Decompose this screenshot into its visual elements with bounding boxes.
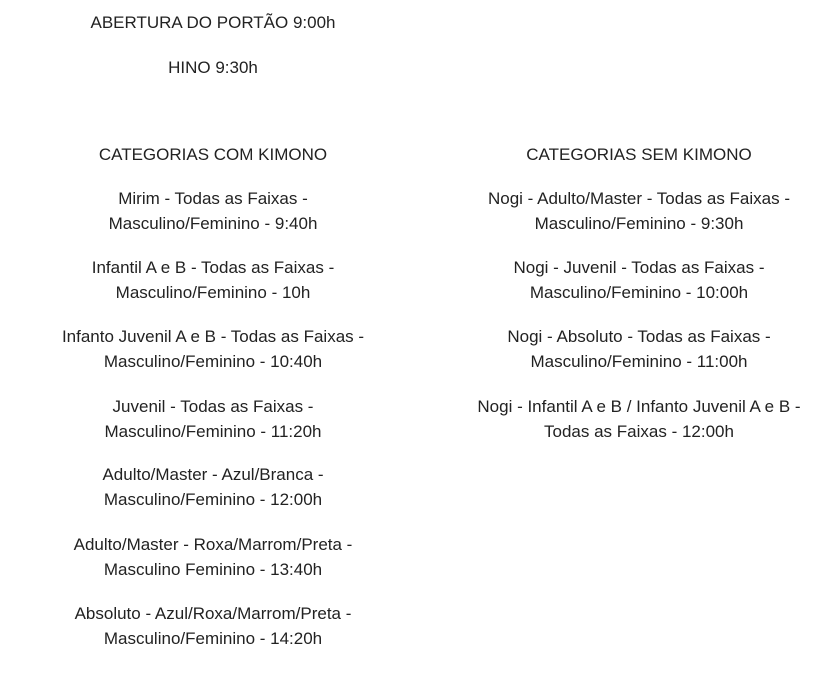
entry-line-1: Adulto/Master - Azul/Branca - xyxy=(102,465,324,484)
nogi-entry-adulto-master xyxy=(451,186,827,236)
gate-opening-time xyxy=(0,10,426,35)
nogi-entry-absoluto xyxy=(451,324,827,374)
entry-line-2: Masculino/Feminino - 14:20h xyxy=(103,629,323,648)
anthem-text: HINO 9:30h xyxy=(168,58,258,77)
entry-line-2: Masculino/Feminino - 12:00h xyxy=(103,490,323,509)
entry-line-1: Adulto/Master - Roxa/Marrom/Preta - xyxy=(73,535,353,554)
entry-line-1: Nogi - Absoluto - Todas as Faixas - xyxy=(507,327,771,346)
gate-opening-text: ABERTURA DO PORTÃO 9:00h xyxy=(90,13,336,32)
entry-line-1: Infantil A e B - Todas as Faixas - xyxy=(91,258,335,277)
entry-line-2: Masculino/Feminino - 11:20h xyxy=(104,422,322,441)
entry-line-1: Juvenil - Todas as Faixas - xyxy=(112,397,314,416)
gi-entry-infantil xyxy=(0,255,426,305)
entry-line-1: Nogi - Infantil A e B / Infanto Juvenil A e B - xyxy=(477,397,801,416)
entry-line-2: Todas as Faixas - 12:00h xyxy=(544,422,734,441)
entry-line-1: Mirim - Todas as Faixas - xyxy=(118,189,308,208)
entry-line-1: Infanto Juvenil A e B - Todas as Faixas - xyxy=(61,327,365,346)
gi-entry-absoluto xyxy=(0,601,426,651)
entry-line-1: Absoluto - Azul/Roxa/Marrom/Preta - xyxy=(74,604,352,623)
entry-line-1: Nogi - Juvenil - Todas as Faixas - xyxy=(513,258,765,277)
entry-line-2: Masculino/Feminino - 11:00h xyxy=(530,352,748,371)
gi-entry-adulto-master-azul-branca xyxy=(0,462,426,512)
anthem-time xyxy=(0,55,426,80)
entry-line-2: Masculino/Feminino - 9:30h xyxy=(534,214,744,233)
gi-title-text: CATEGORIAS COM KIMONO xyxy=(98,145,328,164)
entry-line-2: Masculino/Feminino - 10h xyxy=(115,283,311,302)
nogi-entry-juvenil xyxy=(451,255,827,305)
entry-line-2: Masculino/Feminino - 10:00h xyxy=(529,283,749,302)
entry-line-1: Nogi - Adulto/Master - Todas as Faixas - xyxy=(487,189,791,208)
nogi-title-text: CATEGORIAS SEM KIMONO xyxy=(526,145,752,164)
entry-line-2: Masculino/Feminino - 9:40h xyxy=(108,214,318,233)
gi-section-title xyxy=(0,142,426,167)
gi-entry-mirim xyxy=(0,186,426,236)
nogi-entry-infantil-infanto-juvenil xyxy=(451,394,827,444)
gi-entry-juvenil xyxy=(0,394,426,444)
gi-entry-infanto-juvenil xyxy=(0,324,426,374)
gi-entry-adulto-master-roxa-marrom-preta xyxy=(0,532,426,582)
entry-line-2: Masculino/Feminino - 10:40h xyxy=(103,352,323,371)
nogi-section-title xyxy=(451,142,827,167)
entry-line-2: Masculino Feminino - 13:40h xyxy=(103,560,323,579)
